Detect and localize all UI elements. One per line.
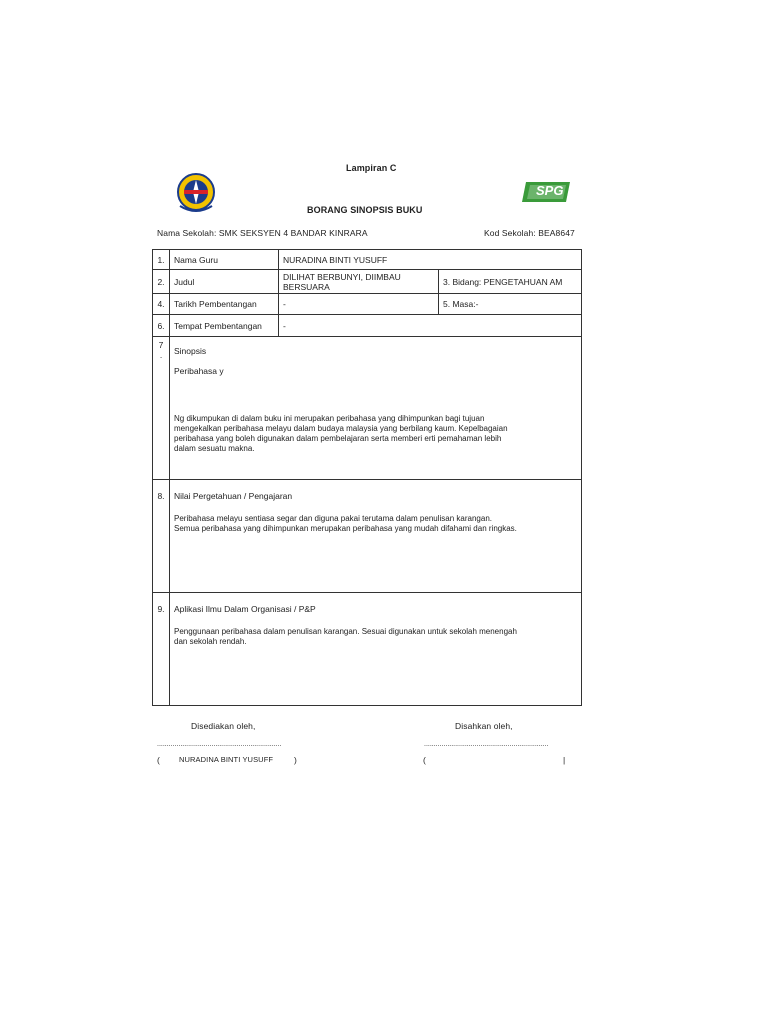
annex-label: Lampiran C xyxy=(346,163,397,173)
row-number: 4. xyxy=(153,294,170,315)
synopsis-body xyxy=(174,414,577,454)
teacher-name-value: NURADINA BINTI YUSUFF xyxy=(279,250,582,270)
row-label: Nama Guru xyxy=(170,250,279,270)
book-title-value xyxy=(279,270,439,294)
row-number-line: 7 xyxy=(158,340,164,350)
school-name: Nama Sekolah: SMK SEKSYEN 4 BANDAR KINRARA xyxy=(157,228,368,238)
sign-left-close: ) xyxy=(294,755,297,765)
sign-right-close: | xyxy=(563,755,566,765)
row-date xyxy=(153,294,582,315)
field-value: 3. Bidang: PENGETAHUAN AM xyxy=(439,270,582,294)
place-value: - xyxy=(279,315,582,337)
time-value: 5. Masa:- xyxy=(439,294,582,315)
synopsis-line: Ng dikumpukan di dalam buku ini merupakan peribahasa yang dihimpunkan bagi tujuan xyxy=(174,414,485,423)
synopsis-line: peribahasa yang boleh digunakan dalam pembelajaran serta memberi erti pemahaman lebih xyxy=(174,434,502,443)
row-number: 8. xyxy=(153,480,170,593)
application-cell xyxy=(170,593,582,706)
row-number-line: . xyxy=(159,350,163,360)
form-title: BORANG SINOPSIS BUKU xyxy=(307,205,423,215)
signature-line-right: ................................................................ xyxy=(424,741,549,748)
row-number: 2. xyxy=(153,270,170,294)
row-number xyxy=(153,337,170,480)
application-line: Penggunaan peribahasa dalam penulisan karangan. Sesuai digunakan untuk sekolah menengah xyxy=(174,627,517,636)
prepared-by-label: Disediakan oleh, xyxy=(191,721,256,731)
values-cell xyxy=(170,480,582,593)
synopsis-cell xyxy=(170,337,582,480)
row-label: Tempat Pembentangan xyxy=(170,315,279,337)
row-label: Judul xyxy=(170,270,279,294)
ministry-logo xyxy=(172,170,220,218)
row-synopsis xyxy=(153,337,582,480)
application-title: Aplikasi Ilmu Dalam Organisasi / P&P xyxy=(174,604,316,614)
synopsis-line: mengekalkan peribahasa melayu dalam budaya malaysia yang berbilang kaum. Kepelbagaian xyxy=(174,424,508,433)
values-line: Peribahasa melayu sentiasa segar dan diguna pakai terutama dalam penulisan karangan. xyxy=(174,514,492,523)
row-teacher-name xyxy=(153,250,582,270)
book-title-line: BERSUARA xyxy=(283,281,330,292)
synopsis-line: dalam sesuatu makna. xyxy=(174,444,255,453)
row-values xyxy=(153,480,582,593)
row-number: 9. xyxy=(153,593,170,706)
book-title-line: DILIHAT BERBUNYI, DIIMBAU xyxy=(283,271,401,282)
sign-left-open: ( xyxy=(157,755,160,765)
spg-logo xyxy=(520,180,572,204)
signatory-name-left: NURADINA BINTI YUSUFF xyxy=(179,755,274,764)
signature-line-left: ................................................................ xyxy=(157,741,282,748)
row-title xyxy=(153,270,582,294)
synopsis-title: Sinopsis xyxy=(174,346,207,356)
row-application xyxy=(153,593,582,706)
date-value: - xyxy=(279,294,439,315)
synopsis-subtitle: Peribahasa y xyxy=(174,366,224,376)
school-code: Kod Sekolah: BEA8647 xyxy=(484,228,575,238)
row-label: Tarikh Pembentangan xyxy=(170,294,279,315)
sign-right-open: ( xyxy=(423,755,426,765)
synopsis-form-table xyxy=(152,249,582,706)
values-body xyxy=(174,514,577,534)
values-title: Nilai Pergetahuan / Pengajaran xyxy=(174,491,293,501)
application-line: dan sekolah rendah. xyxy=(174,637,247,646)
row-place xyxy=(153,315,582,337)
application-body xyxy=(174,627,577,647)
row-number: 1. xyxy=(153,250,170,270)
row-number: 6. xyxy=(153,315,170,337)
spg-logo-text: SPG xyxy=(536,183,564,198)
values-line: Semua peribahasa yang dihimpunkan merupakan peribahasa yang mudah difahami dan ringkas. xyxy=(174,524,517,533)
approved-by-label: Disahkan oleh, xyxy=(455,721,513,731)
